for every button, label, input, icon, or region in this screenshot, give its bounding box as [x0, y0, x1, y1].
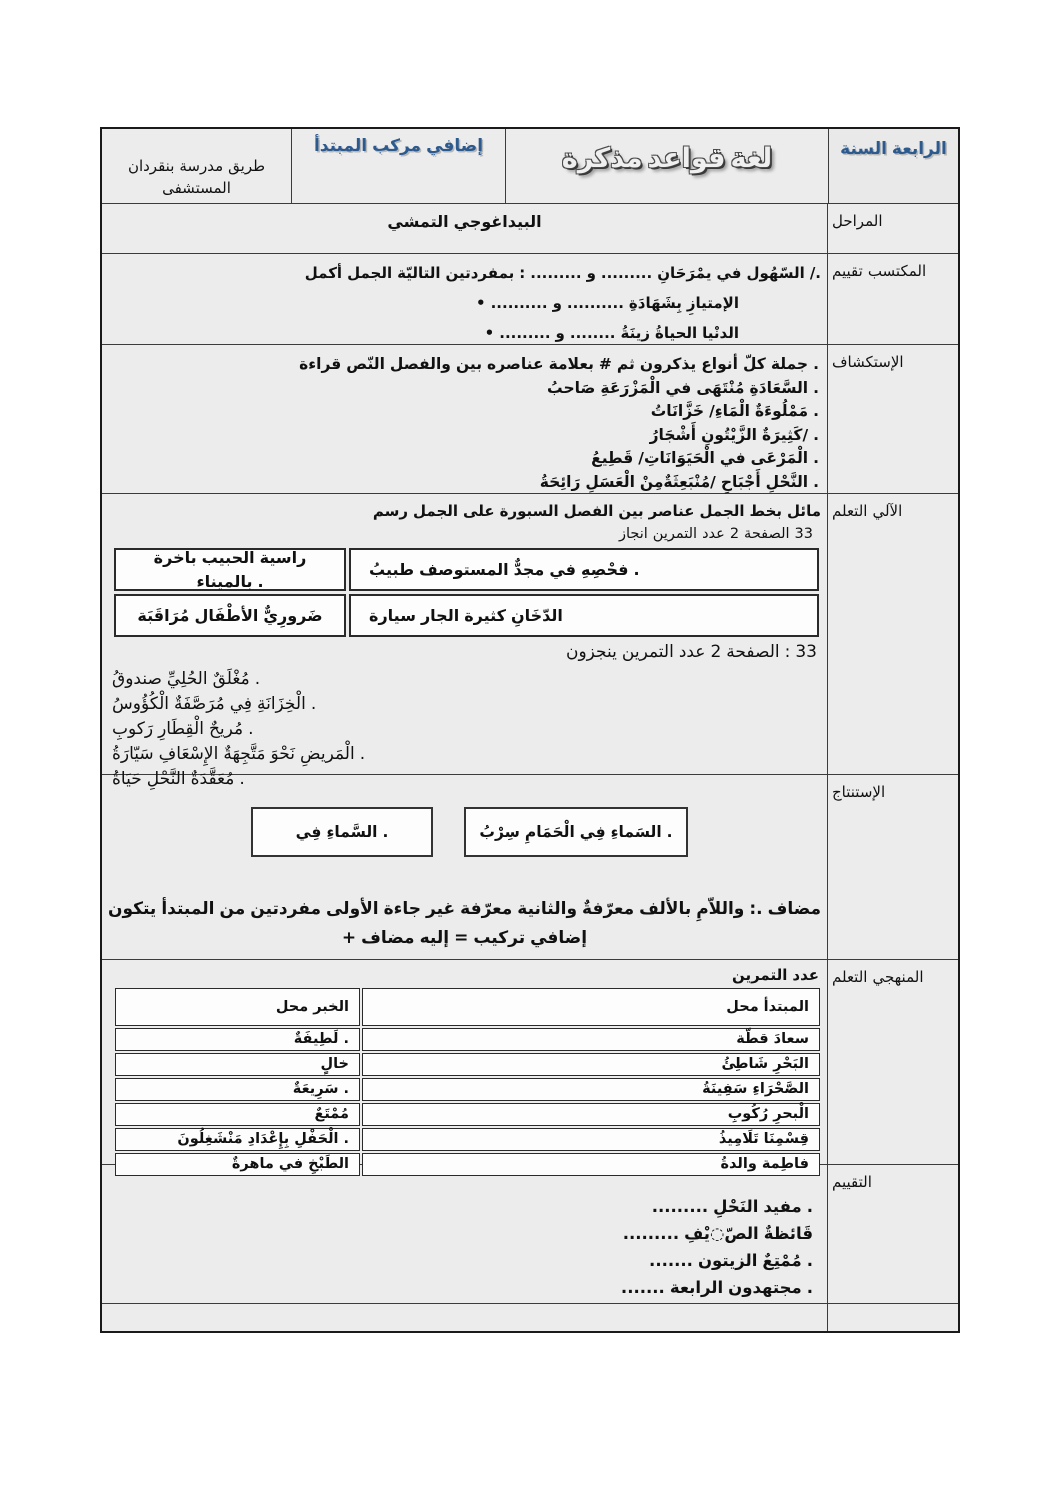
text-line: حَيَاةُ النَّحْلِ مُعَقَّدَةٌ . [112, 769, 245, 789]
text-line: صندوقُ الحُلِيِّ مُغْلَقٌ . [112, 669, 261, 689]
main-title: مذكرة قواعد لغة [561, 143, 773, 174]
self-learning-row [102, 494, 958, 789]
sentence-split-table [114, 548, 819, 637]
text-line: ......... النَحْلِ مفيد . [651, 1197, 813, 1216]
exploration-row [102, 345, 958, 494]
self-learning-content [102, 494, 827, 789]
khabar-header-cell: محل الخبر [115, 988, 360, 1026]
text-line: سَيّارَةُ الإِسْعَافِ مَتَّجِهَةٌ نَحْوَ الْمَريضِ . [112, 744, 366, 764]
text-line: قَطِيعُ الْحَيَوَانَاتِ/ في الْمَرْعَى . [591, 449, 819, 467]
table-row [115, 1128, 820, 1151]
pedagogy-title: التمشي البيداغوجي [387, 212, 542, 231]
evaluation-row [102, 1165, 958, 1304]
table-header-row [115, 988, 820, 1026]
mubtada-cell: رُكُوبِ الْبحرِ [362, 1103, 820, 1126]
khabar-cell: ماهرةٌ في الطَبْخِ [115, 1153, 360, 1176]
conclusion-content [102, 775, 827, 959]
lesson-plan-table [100, 127, 960, 1333]
table-row [114, 594, 819, 637]
khabar-cell: خالٍ [115, 1053, 360, 1076]
text-line: ....... الزيتون مُمْتِعٌ . [649, 1251, 813, 1270]
school-name-cell [102, 129, 292, 203]
methodic-row [102, 960, 958, 1172]
subject-title: المبتدأ مركب إضافي [313, 136, 484, 156]
acquired-eval-content [102, 254, 827, 344]
acquired-eval-row [102, 254, 958, 345]
methodic-label: التعلم المنهجي [832, 968, 924, 986]
main-title-cell [506, 129, 828, 203]
text-line: صَاحبُ الْمَزْرَعَةِ في مُنْتَهَى السَّعَادَةِ . [547, 378, 819, 397]
example-box-sentence: سِرْبُ الْحَمَامِ فِي السَماءِ . [464, 807, 688, 857]
khabar-cell: مُرَاقَبَة الأطْفَال ضَرورِيٌّ [114, 594, 346, 637]
exercise-ref-1: انجاز التمرين عدد 2 الصفحة 33 [618, 526, 813, 542]
khabar-cell: لَطِيفَةٌ . [115, 1028, 360, 1051]
exploration-content [102, 345, 827, 493]
mubtada-cell: سيارة الجار كثيرة الدّخَانِ [349, 594, 819, 637]
evaluation-label: التقييم [832, 1173, 872, 1191]
text-line: • ......... و ........ زينَةُ الحياةُ الدنْيا [484, 324, 739, 342]
subject-title-cell [292, 129, 506, 203]
exercise-number-title: التمرين عدد [731, 966, 819, 984]
rule-line-2: + مضاف إليه = تركيب إضافي [341, 928, 588, 948]
table-row [115, 1103, 820, 1126]
stages-label-cell [827, 204, 957, 253]
exercise-ref-2: ينجزون التمرين عدد 2 الصفحة : 33 [565, 642, 817, 662]
board-instruction: رسم الجمل على السبورة الفصل بين عناصر الجمل بخط مائل [372, 502, 821, 520]
evaluation-content [102, 1165, 827, 1303]
mubtada-header-cell: محل المبتدأ [362, 988, 820, 1026]
mubtada-cell: شَاطِئُ البَحْرِ [362, 1053, 820, 1076]
empty-label-cell [827, 1304, 957, 1331]
table-row [115, 1078, 820, 1101]
stages-label: المراحل [832, 212, 883, 230]
year-cell [828, 129, 958, 203]
methodic-content [102, 960, 827, 1172]
year-label: السنة الرابعة [840, 139, 947, 159]
mubtada-cell: قطّة سعادَ [362, 1028, 820, 1051]
acquired-eval-label-cell [827, 254, 957, 344]
text-line: أَشْجَارُ الزَّيْتُونِ /كَثِيرَةٌ . [649, 425, 819, 444]
text-line: ......... الصّ◌يْفِ قَائظةٌ [622, 1224, 813, 1243]
khabar-cell: سَرِيعَةٌ . [115, 1078, 360, 1101]
khabar-cell: مُمْتَعٌ [115, 1103, 360, 1126]
text-line: خَزَّانَاتُ الْمَاءِ/ مَمْلُوءَةٌ . [650, 402, 819, 420]
pedagogy-cell [102, 204, 827, 253]
exploration-label-cell [827, 345, 957, 493]
conclusion-label-cell [827, 775, 957, 959]
exercise-sentences [102, 667, 827, 792]
khabar-cell: باخرة الحبيب راسية بالميناء . [114, 548, 346, 591]
evaluation-label-cell [827, 1165, 957, 1303]
stages-row [102, 204, 958, 254]
header-row [102, 129, 958, 204]
mubtada-cell: والدةُ فاطِمة [362, 1153, 820, 1176]
example-box-khabar: فِي السَّماءِ . [251, 807, 433, 857]
school-name: بنقردان مدرسة طريق المستشفى [127, 157, 266, 197]
mubtada-cell: سَفِينَةُ الصَّحْرَاءِ [362, 1078, 820, 1101]
mubtada-khabar-table [115, 988, 820, 1176]
khabar-cell: مَنْشَغِلُونَ بِإِعْدَادِ الْحَفْلِ . [115, 1128, 360, 1151]
acquired-eval-bullets [102, 291, 827, 345]
text-line: الْكُؤُوسُ مُرَصَّفَةٌ فِي الْخِزَانَةِ . [112, 694, 317, 714]
text-line: رَائِحَةُ الْعَسَلِ /مُنْبَعِثَةٌمِنْ أَجْبَاحِ النَّحْلِ . [539, 472, 819, 491]
mubtada-cell: تَلَامِيذُ قِسْمِنَا [362, 1128, 820, 1151]
table-row [115, 1028, 820, 1051]
exploration-label: الإستكشاف [832, 353, 904, 371]
methodic-label-cell [827, 960, 957, 1164]
acquired-eval-label: تقييم المكتسب [832, 262, 927, 280]
text-line: رَكوبِ الْقِطَارِ مُريحٌ . [112, 719, 254, 739]
conclusion-row [102, 775, 958, 960]
text-line: • .......... و .......... بِشَهَادَةِ الإمتيازِ [476, 294, 739, 312]
table-row [115, 1053, 820, 1076]
conclusion-label: الإستنتاج [832, 783, 886, 801]
text-line: ....... الرابعة مجتهدون . [620, 1278, 813, 1297]
acquired-eval-intro: أكمل الجمل التاليّة بمفردتين : ......... و ......... يمْرَحَانِ في السّهُول ./ [304, 264, 821, 282]
mubtada-cell: طبيبُ المستوصف مجدٌّ في فحْصِهِ . [349, 548, 819, 591]
self-learning-label-cell [827, 494, 957, 774]
rule-line-1: يتكون المبتدأ من مفردتين الأولى جاءة غير معرّفة والثانية معرّفةٌ بالألف واللاّمِ .: مضاف [107, 899, 822, 919]
empty-bottom-row [102, 1304, 958, 1331]
table-row [114, 548, 819, 591]
text-line: قراءة النّص والفصل بين عناصره بعلامة # ثم يذكرون أنواع كلّ جملة . [299, 355, 819, 373]
empty-content-cell [102, 1304, 827, 1331]
self-learning-label: التعلم الآلي [832, 502, 903, 520]
